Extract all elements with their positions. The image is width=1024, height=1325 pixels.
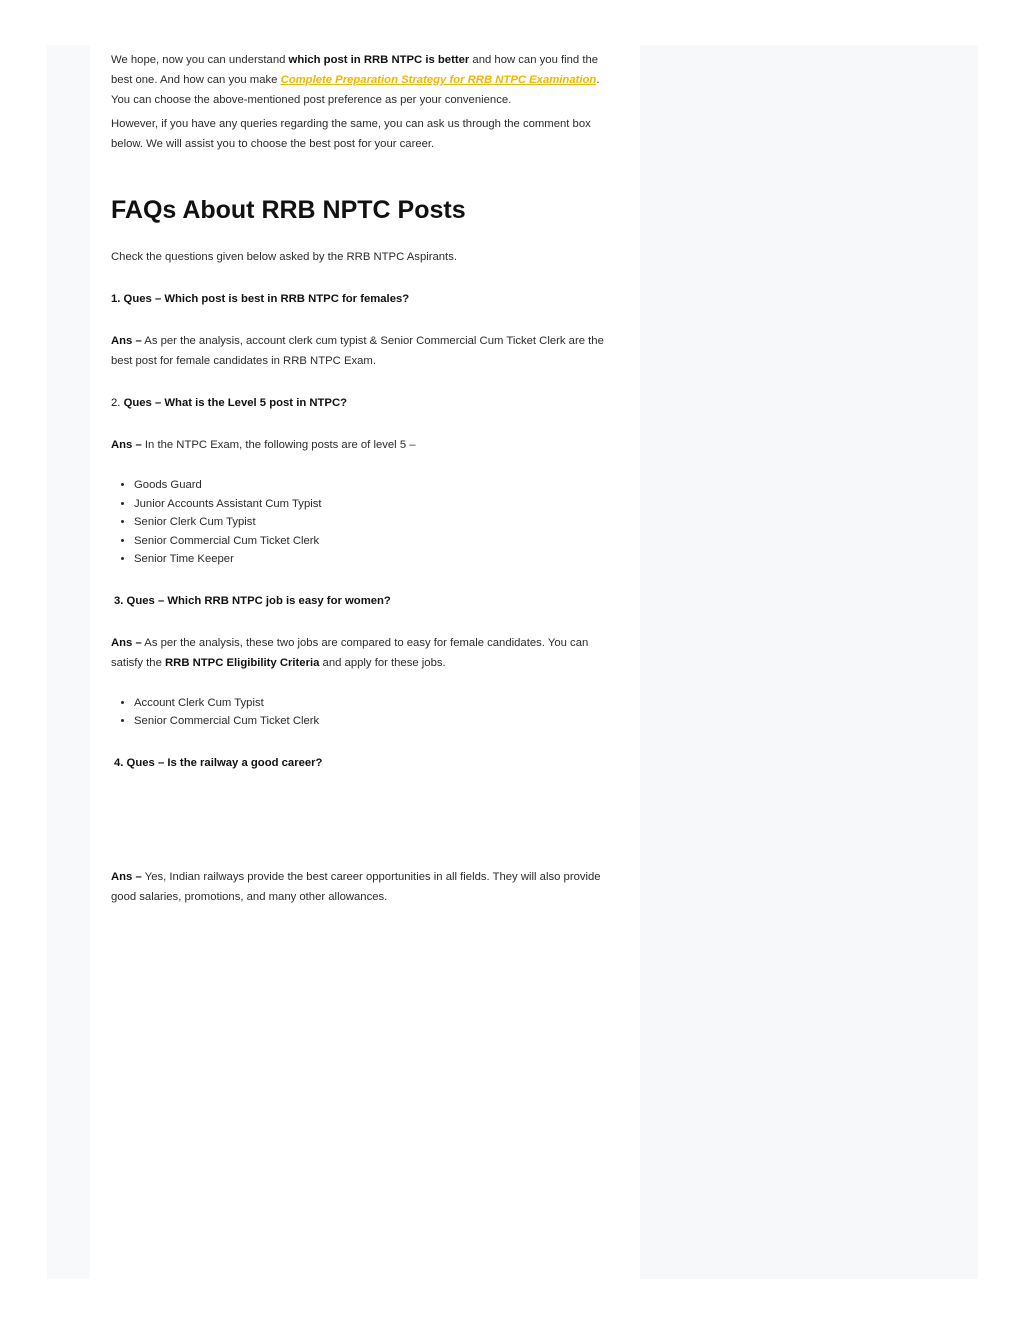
answer-label: Ans – <box>111 636 142 649</box>
list-item: • Goods Guard <box>134 476 621 495</box>
sidebar <box>641 45 978 1279</box>
faq-intro: Check the questions given below asked by the RRB NTPC Aspirants. <box>111 251 457 263</box>
list-item: • Junior Accounts Assistant Cum Typist <box>134 495 621 514</box>
faq-answer-3: Ans – As per the analysis, these two jobs are compared to easy for female candidates. You can satisfy the RRB NTPC Eligibility Criteria and apply for these jobs. <box>111 636 589 669</box>
answer-label: Ans – <box>111 439 142 451</box>
faq-answer-4: Ans – Yes, Indian railways provide the best career opportunities in all fields. They will also provide good salaries, promotions, and many other allowances. <box>111 870 601 903</box>
easy-jobs-list <box>111 694 621 731</box>
intro-paragraph-2: However, if you have any queries regarding the same, you can ask us through the comment box below. We will assist you to choose the best post for your career. <box>111 118 591 150</box>
level-5-posts-list <box>111 476 621 569</box>
post-emphasis: which post in RRB NTPC is better <box>288 54 470 66</box>
faq-answer-1: Ans – As per the analysis, account clerk cum typist & Senior Commercial Cum Ticket Clerk are the best post for female candidates in RRB NTPC Exam. <box>111 335 604 367</box>
list-item: • Senior Time Keeper <box>134 550 621 569</box>
list-item: • Account Clerk Cum Typist <box>134 694 621 713</box>
intro-paragraph-1: We hope, now you can understand which post in RRB NTPC is better and how can you find the best one. And how can you make Complete Preparation Strategy for RRB NTPC Examination. You can choose the above-mentioned post preference as per your convenience. <box>111 54 600 106</box>
faq-question-3: 3. Ques – Which RRB NTPC job is easy for women? <box>114 594 391 607</box>
list-item: • Senior Commercial Cum Ticket Clerk <box>134 532 621 551</box>
article-content <box>111 50 621 907</box>
faq-question-4: 4. Ques – Is the railway a good career? <box>114 756 323 769</box>
list-item: • Senior Commercial Cum Ticket Clerk <box>134 712 621 731</box>
faq-question-2: 2. Ques – What is the Level 5 post in NTPC? <box>111 397 348 409</box>
faq-heading: FAQs About RRB NPTC Posts <box>111 196 466 224</box>
answer-label: Ans – <box>111 335 142 347</box>
preparation-strategy-link[interactable]: Complete Preparation Strategy for RRB NTPC Examination <box>280 74 597 86</box>
faq-answer-2: Ans – In the NTPC Exam, the following posts are of level 5 – <box>111 439 416 451</box>
faq-question-1: 1. Ques – Which post is best in RRB NTPC for females? <box>111 293 410 305</box>
eligibility-criteria-emphasis: RRB NTPC Eligibility Criteria <box>165 656 320 669</box>
list-item: • Senior Clerk Cum Typist <box>134 513 621 532</box>
answer-label: Ans – <box>111 870 142 883</box>
